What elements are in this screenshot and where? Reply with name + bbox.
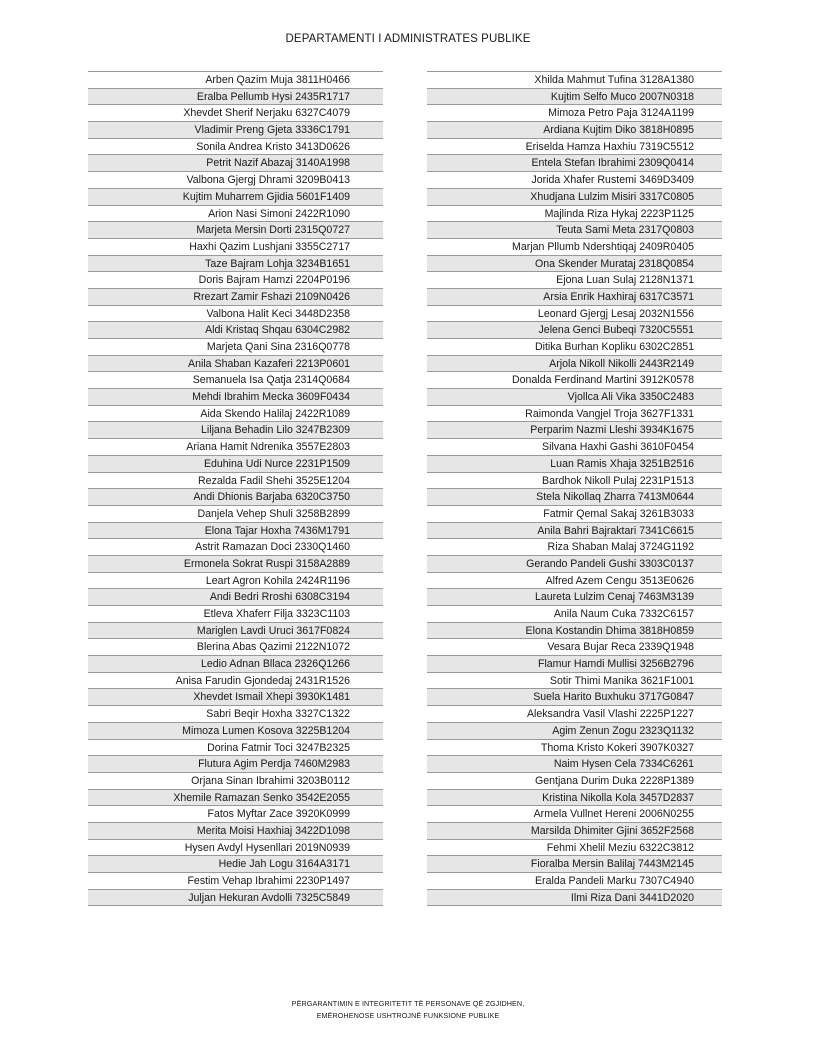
- list-row: Juljan Hekuran Avdolli 7325C5849: [88, 890, 383, 907]
- list-row: Rezalda Fadil Shehi 3525E1204: [88, 473, 383, 490]
- list-row: Aida Skendo Halilaj 2422R1089: [88, 406, 383, 423]
- list-row: Xhilda Mahmut Tufina 3128A1380: [427, 72, 722, 89]
- list-row: Anila Shaban Kazaferi 2213P0601: [88, 356, 383, 373]
- list-row: Xhudjana Lulzim Misiri 3317C0805: [427, 189, 722, 206]
- list-row: Dorina Fatmir Toci 3247B2325: [88, 740, 383, 757]
- list-row: Vesara Bujar Reca 2339Q1948: [427, 639, 722, 656]
- list-row: Fatmir Qemal Sakaj 3261B3033: [427, 506, 722, 523]
- list-row: Ermonela Sokrat Ruspi 3158A2889: [88, 556, 383, 573]
- list-row: Andi Dhionis Barjaba 6320C3750: [88, 489, 383, 506]
- footer-line-1: PËRGARANTIMIN E INTEGRITETIT TË PERSONAVE QË ZGJIDHEN,: [291, 999, 525, 1008]
- list-row: Petrit Nazif Abazaj 3140A1998: [88, 155, 383, 172]
- list-row: Arjola Nikoll Nikolli 2443R2149: [427, 356, 722, 373]
- list-row: Mimoza Petro Paja 3124A1199: [427, 105, 722, 122]
- list-row: Liljana Behadin Lilo 3247B2309: [88, 422, 383, 439]
- list-row: Thoma Kristo Kokeri 3907K0327: [427, 740, 722, 757]
- list-row: Etleva Xhaferr Filja 3323C1103: [88, 606, 383, 623]
- list-row: Bardhok Nikoll Pulaj 2231P1513: [427, 473, 722, 490]
- list-row: Vladimir Preng Gjeta 3336C1791: [88, 122, 383, 139]
- right-name-list: [427, 71, 722, 906]
- list-row: Ariana Hamit Ndrenika 3557E2803: [88, 439, 383, 456]
- list-row: Haxhi Qazim Lushjani 3355C2717: [88, 239, 383, 256]
- page-footer: [0, 998, 816, 1022]
- list-row: Kujtim Selfo Muco 2007N0318: [427, 89, 722, 106]
- list-row: Aleksandra Vasil Vlashi 2225P1227: [427, 706, 722, 723]
- list-row: Arion Nasi Simoni 2422R1090: [88, 206, 383, 223]
- list-row: Teuta Sami Meta 2317Q0803: [427, 222, 722, 239]
- list-row: Ejona Luan Sulaj 2128N1371: [427, 272, 722, 289]
- list-row: Orjana Sinan Ibrahimi 3203B0112: [88, 773, 383, 790]
- list-row: Aldi Kristaq Shqau 6304C2982: [88, 322, 383, 339]
- list-row: Rrezart Zamir Fshazi 2109N0426: [88, 289, 383, 306]
- list-row: Anila Naum Cuka 7332C6157: [427, 606, 722, 623]
- list-row: Vjollca Ali Vika 3350C2483: [427, 389, 722, 406]
- list-row: Silvana Haxhi Gashi 3610F0454: [427, 439, 722, 456]
- list-row: Perparim Nazmi Lleshi 3934K1675: [427, 422, 722, 439]
- list-row: Majlinda Riza Hykaj 2223P1125: [427, 206, 722, 223]
- list-row: Fehmi Xhelil Meziu 6322C3812: [427, 840, 722, 857]
- list-row: Arsia Enrik Haxhiraj 6317C3571: [427, 289, 722, 306]
- list-row: Flutura Agim Perdja 7460M2983: [88, 756, 383, 773]
- list-row: Mimoza Lumen Kosova 3225B1204: [88, 723, 383, 740]
- list-row: Jorida Xhafer Rustemi 3469D3409: [427, 172, 722, 189]
- list-row: Sotir Thimi Manika 3621F1001: [427, 673, 722, 690]
- list-row: Valbona Gjergj Dhrami 3209B0413: [88, 172, 383, 189]
- list-row: Andi Bedri Rroshi 6308C3194: [88, 589, 383, 606]
- list-row: Ilmi Riza Dani 3441D2020: [427, 890, 722, 907]
- list-row: Naim Hysen Cela 7334C6261: [427, 756, 722, 773]
- list-row: Alfred Azem Cengu 3513E0626: [427, 573, 722, 590]
- list-row: Donalda Ferdinand Martini 3912K0578: [427, 372, 722, 389]
- list-row: Raimonda Vangjel Troja 3627F1331: [427, 406, 722, 423]
- list-row: Eralba Pellumb Hysi 2435R1717: [88, 89, 383, 106]
- list-row: Arben Qazim Muja 3811H0466: [88, 72, 383, 89]
- list-row: Mehdi Ibrahim Mecka 3609F0434: [88, 389, 383, 406]
- list-row: Marsilda Dhimiter Gjini 3652F2568: [427, 823, 722, 840]
- list-row: Armela Vullnet Hereni 2006N0255: [427, 806, 722, 823]
- list-row: Kristina Nikolla Kola 3457D2837: [427, 790, 722, 807]
- list-row: Hysen Avdyl Hysenllari 2019N0939: [88, 840, 383, 857]
- list-row: Gentjana Durim Duka 2228P1389: [427, 773, 722, 790]
- list-row: Hedie Jah Logu 3164A3171: [88, 856, 383, 873]
- footer-line-2: EMËROHENOSE USHTROJNË FUNKSIONE PUBLIKE: [316, 1011, 500, 1020]
- list-row: Astrit Ramazan Doci 2330Q1460: [88, 539, 383, 556]
- list-row: Festim Vehap Ibrahimi 2230P1497: [88, 873, 383, 890]
- list-row: Ona Skender Murataj 2318Q0854: [427, 256, 722, 273]
- list-row: Flamur Hamdi Mullisi 3256B2796: [427, 656, 722, 673]
- list-row: Agim Zenun Zogu 2323Q1132: [427, 723, 722, 740]
- list-row: Danjela Vehep Shuli 3258B2899: [88, 506, 383, 523]
- list-row: Xhevdet Ismail Xhepi 3930K1481: [88, 689, 383, 706]
- list-row: Eduhina Udi Nurce 2231P1509: [88, 456, 383, 473]
- list-row: Xhemile Ramazan Senko 3542E2055: [88, 790, 383, 807]
- list-row: Blerina Abas Qazimi 2122N1072: [88, 639, 383, 656]
- list-row: Sonila Andrea Kristo 3413D0626: [88, 139, 383, 156]
- list-row: Semanuela Isa Qatja 2314Q0684: [88, 372, 383, 389]
- list-row: Anisa Farudin Gjondedaj 2431R1526: [88, 673, 383, 690]
- list-row: Anila Bahri Bajraktari 7341C6615: [427, 523, 722, 540]
- list-row: Riza Shaban Malaj 3724G1192: [427, 539, 722, 556]
- list-row: Elona Tajar Hoxha 7436M1791: [88, 523, 383, 540]
- left-name-list: [88, 71, 383, 906]
- list-row: Mariglen Lavdi Uruci 3617F0824: [88, 623, 383, 640]
- list-row: Fioralba Mersin Balilaj 7443M2145: [427, 856, 722, 873]
- list-row: Doris Bajram Hamzi 2204P0196: [88, 272, 383, 289]
- list-row: Entela Stefan Ibrahimi 2309Q0414: [427, 155, 722, 172]
- list-row: Fatos Myftar Zace 3920K0999: [88, 806, 383, 823]
- list-row: Gerando Pandeli Gushi 3303C0137: [427, 556, 722, 573]
- list-row: Eriselda Hamza Haxhiu 7319C5512: [427, 139, 722, 156]
- list-row: Stela Nikollaq Zharra 7413M0644: [427, 489, 722, 506]
- list-row: Marjan Pllumb Ndershtiqaj 2409R0405: [427, 239, 722, 256]
- list-row: Luan Ramis Xhaja 3251B2516: [427, 456, 722, 473]
- list-row: Merita Moisi Haxhiaj 3422D1098: [88, 823, 383, 840]
- list-row: Ditika Burhan Kopliku 6302C2851: [427, 339, 722, 356]
- list-row: Leonard Gjergj Lesaj 2032N1556: [427, 306, 722, 323]
- list-row: Elona Kostandin Dhima 3818H0859: [427, 623, 722, 640]
- list-row: Ardiana Kujtim Diko 3818H0895: [427, 122, 722, 139]
- list-row: Xhevdet Sherif Nerjaku 6327C4079: [88, 105, 383, 122]
- list-row: Marjeta Mersin Dorti 2315Q0727: [88, 222, 383, 239]
- list-row: Sabri Beqir Hoxha 3327C1322: [88, 706, 383, 723]
- list-row: Taze Bajram Lohja 3234B1651: [88, 256, 383, 273]
- list-row: Eralda Pandeli Marku 7307C4940: [427, 873, 722, 890]
- list-row: Ledio Adnan Bllaca 2326Q1266: [88, 656, 383, 673]
- list-row: Leart Agron Kohila 2424R1196: [88, 573, 383, 590]
- list-row: Jelena Genci Bubeqi 7320C5551: [427, 322, 722, 339]
- list-row: Valbona Halit Keci 3448D2358: [88, 306, 383, 323]
- list-row: Suela Harito Buxhuku 3717G0847: [427, 689, 722, 706]
- list-row: Kujtim Muharrem Gjidia 5601F1409: [88, 189, 383, 206]
- page-title: DEPARTAMENTI I ADMINISTRATES PUBLIKE: [285, 33, 531, 45]
- list-row: Marjeta Qani Sina 2316Q0778: [88, 339, 383, 356]
- list-row: Laureta Lulzim Cenaj 7463M3139: [427, 589, 722, 606]
